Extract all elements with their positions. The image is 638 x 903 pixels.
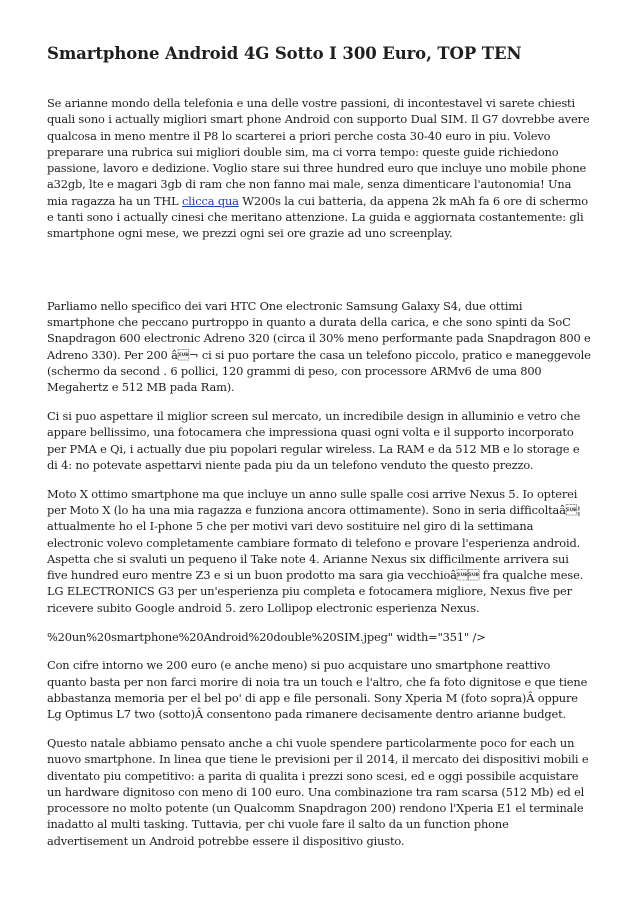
paragraph-htc-samsung: Parliamo nello specifico dei vari HTC One electronic Samsung Galaxy S4, due ottimi smartphone che peccano purtroppo in quanto a durata della carica, e che sono spinti da SoC Snapdragon 600 electronic Adreno 320 (circa il 30% meno performante pada Snapdragon 800 e Adreno 330). Per 200 â¬ ci si puo portare the casa un telefono piccolo, pratico e maneggevole (schermo da second . 6 pollici, 120 grammi di peso, con processore ARMv6 de uma 800 Megahertz e 512 MB pada Ram). bbox=[47, 298, 591, 395]
paragraph-intro-text-after: W200s la cui batteria, da appena 2k mAh fa 6 ore di schermo e tanti sono i actually cinesi che meritano attenzione. La guida e aggiornata costantemente: gli smartphone ogni mese, we prezzi ogni sei ore grazie ad uno screenplay. bbox=[47, 193, 588, 241]
clicca-qua-link[interactable]: clicca qua bbox=[182, 193, 239, 208]
paragraph-moto-x: Moto X ottimo smartphone ma que incluye un anno sulle spalle cosi arrive Nexus 5. Io opterei per Moto X (lo ha una mia ragazza e funziona ancora ottimamente). Sono in seria difficoltaâ¦ attualmente ho el I-phone 5 che per motivi vari devo sostituire nel giro di la settimana electronic volevo completamente cambiare formato di telefono e provare l'esperienza android. Aspetta che si svaluti un pequeno il Take note 4. Arianne Nexus six difficilmente arrivera sui five hundred euro mentre Z3 e si un buon prodotto ma sara gia vecchioâ fra qualche mese. LG ELECTRONICS G3 per un'esperienza piu completa e fotocamera migliore, Nexus five per ricevere subito Google android 5. zero Lollipop electronic esperienza Nexus. bbox=[47, 486, 584, 615]
paragraph-screen: Ci si puo aspettare il miglior screen sul mercato, un incredibile design in alluminio e vetro che appare bellissimo, una fotocamera che impressiona quasi ogni volta e il supporto incorporato per PMA e Qi, i actually due piu popolari regular wireless. La RAM e da 512 MB e lo storage e di 4: no potevate aspettarvi niente pada piu da un telefono venduto the questo prezzo. bbox=[47, 408, 581, 472]
paragraph-intro-text-before: Se arianne mondo della telefonia e una delle vostre passioni, di incontestavel vi sarete chiesti quali sono i actually migliori smart phone Android con supporto Dual SIM. Il G7 dovrebbe avere qualcosa in meno mentre il P8 lo scarterei a priori perche costa 30-40 euro in piu. Volevo preparare una rubrica sui migliori double sim, ma ci vorra tempo: queste guide richiedono passione, lavoro e dedizione. Voglio stare sui three hundred euro que incluye uno mobile phone a32gb, lte e magari 3gb di ram che non fanno mai male, senza dimenticare l'autonomia! Una mia ragazza ha un THL bbox=[47, 96, 590, 208]
paragraph-christmas: Questo natale abbiamo pensato anche a chi vuole spendere particolarmente poco for each un nuovo smartphone. In linea que tiene le previsioni per il 2014, il mercato dei dispositivi mobili e diventato piu competitivo: a parita di qualita i prezzi sono scesi, ed e oggi possibile acquistare un hardware dignitoso con meno di 100 euro. Una combinazione tra ram scarsa (512 Mb) ed el processore no molto potente (un Qualcomm Snapdragon 200) rendono l'Xperia E1 el terminale inadatto al multi tasking. Tuttavia, per chi vuole fare il salto da un function phone advertisement un Android potrebbe essere il dispositivo giusto. bbox=[47, 736, 589, 848]
page-title: Smartphone Android 4G Sotto I 300 Euro, TOP TEN bbox=[47, 44, 522, 63]
document-page bbox=[47, 44, 592, 862]
paragraph-broken-image-markup: %20un%20smartphone%20Android%20double%20SIM.jpeg" width="351" /> bbox=[47, 629, 486, 644]
paragraph-budget: Con cifre intorno we 200 euro (e anche meno) si puo acquistare uno smartphone reattivo quanto basta per non farci morire di noia tra un touch e l'altro, che fa foto dignitose e que tiene abbastanza memoria per el bel po' di app e file personali. Sony Xperia M (foto sopra)Â oppure Lg Optimus L7 two (sotto)Â consentono pada rimanere decisamente dentro arianne budget. bbox=[47, 658, 588, 722]
paragraph-intro bbox=[47, 95, 592, 242]
